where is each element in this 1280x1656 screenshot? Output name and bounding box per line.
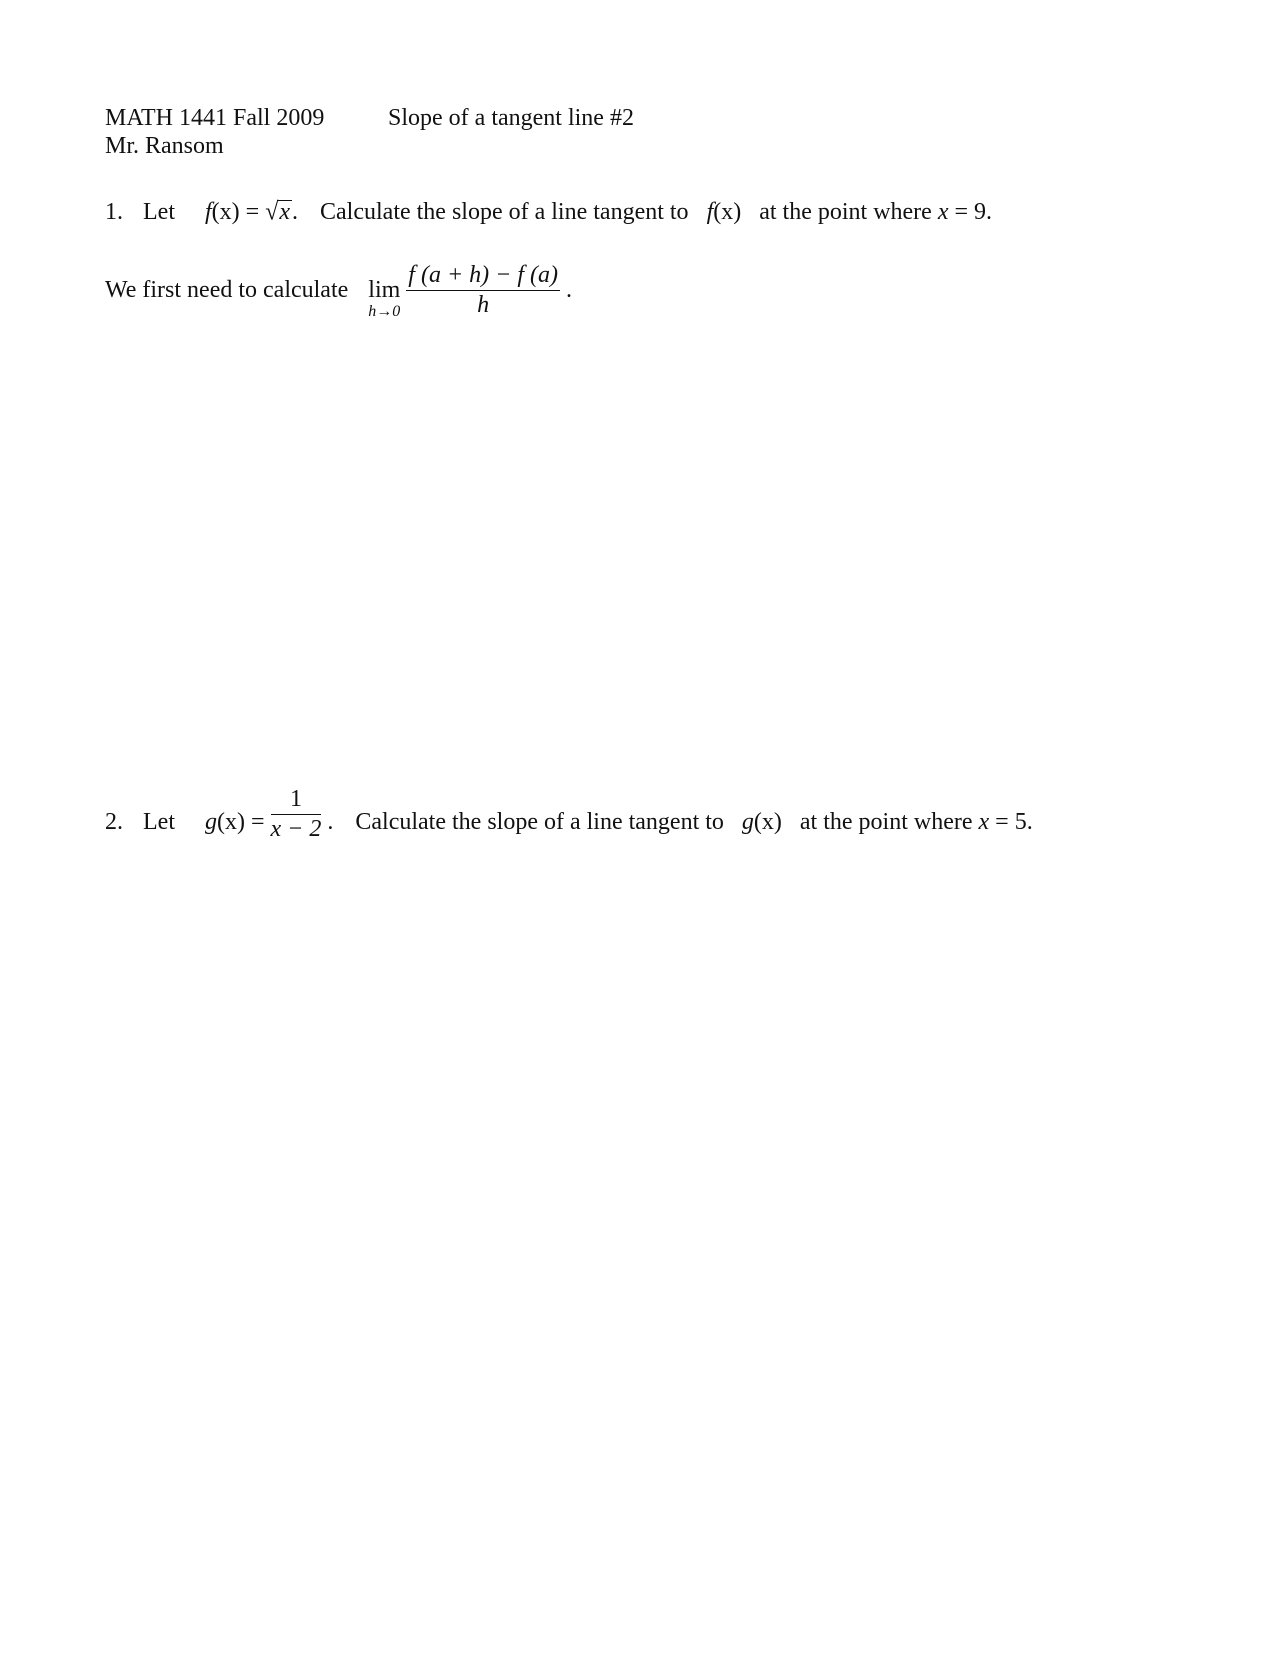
problem-2-let: Let bbox=[143, 809, 175, 835]
fraction-numerator: f (a + h) − f (a) bbox=[406, 262, 560, 291]
problem-1 bbox=[105, 198, 992, 226]
function-g-def bbox=[205, 808, 265, 836]
point-value: = 9. bbox=[954, 199, 993, 225]
limit-instruction bbox=[105, 262, 572, 328]
point-text: at the point where bbox=[759, 199, 932, 225]
problem-2 bbox=[105, 786, 1033, 856]
square-root bbox=[265, 198, 292, 226]
function-name-g: g bbox=[204, 809, 217, 835]
equals-sign: = bbox=[250, 809, 265, 835]
difference-quotient bbox=[406, 262, 560, 319]
function-arg: (x) bbox=[211, 199, 240, 225]
problem-2-prompt: Calculate the slope of a line tangent to bbox=[355, 809, 724, 835]
equals-sign: = bbox=[245, 199, 260, 225]
point-text: at the point where bbox=[799, 809, 973, 835]
point-variable: x bbox=[937, 199, 949, 225]
point-value: = 5. bbox=[995, 809, 1033, 835]
problem-2-number: 2. bbox=[105, 809, 123, 835]
fraction-numerator: 1 bbox=[271, 786, 322, 815]
function-arg: (x) bbox=[216, 809, 245, 835]
worksheet-title: Slope of a tangent line #2 bbox=[388, 105, 634, 131]
radical-sign: √ bbox=[265, 198, 279, 226]
fraction-denominator: h bbox=[477, 292, 490, 318]
instructor-name: Mr. Ransom bbox=[105, 133, 224, 159]
function-ref bbox=[742, 808, 782, 836]
definition-period: . bbox=[292, 199, 299, 225]
function-ref-name: g bbox=[741, 809, 754, 835]
lim-subscript: h→0 bbox=[368, 303, 401, 320]
point-clause bbox=[800, 808, 1033, 836]
radicand: x bbox=[279, 199, 291, 225]
reciprocal-fraction bbox=[271, 786, 322, 843]
problem-1-let: Let bbox=[143, 199, 175, 225]
lim-word: lim bbox=[368, 277, 401, 303]
problem-1-prompt: Calculate the slope of a line tangent to bbox=[320, 199, 689, 225]
definition-period: . bbox=[327, 809, 334, 835]
fraction-denominator: x − 2 bbox=[270, 816, 322, 842]
limit-trailing-period: . bbox=[566, 277, 572, 303]
limit-operator bbox=[368, 262, 400, 320]
problem-1-number: 1. bbox=[105, 199, 123, 225]
function-ref-name: f bbox=[706, 199, 714, 225]
function-name-f: f bbox=[204, 199, 212, 225]
function-ref-arg: (x) bbox=[713, 199, 742, 225]
point-variable: x bbox=[978, 809, 990, 835]
course-heading: MATH 1441 Fall 2009 bbox=[105, 105, 325, 131]
function-ref-arg: (x) bbox=[753, 809, 782, 835]
limit-lead-text: We first need to calculate bbox=[105, 277, 349, 303]
